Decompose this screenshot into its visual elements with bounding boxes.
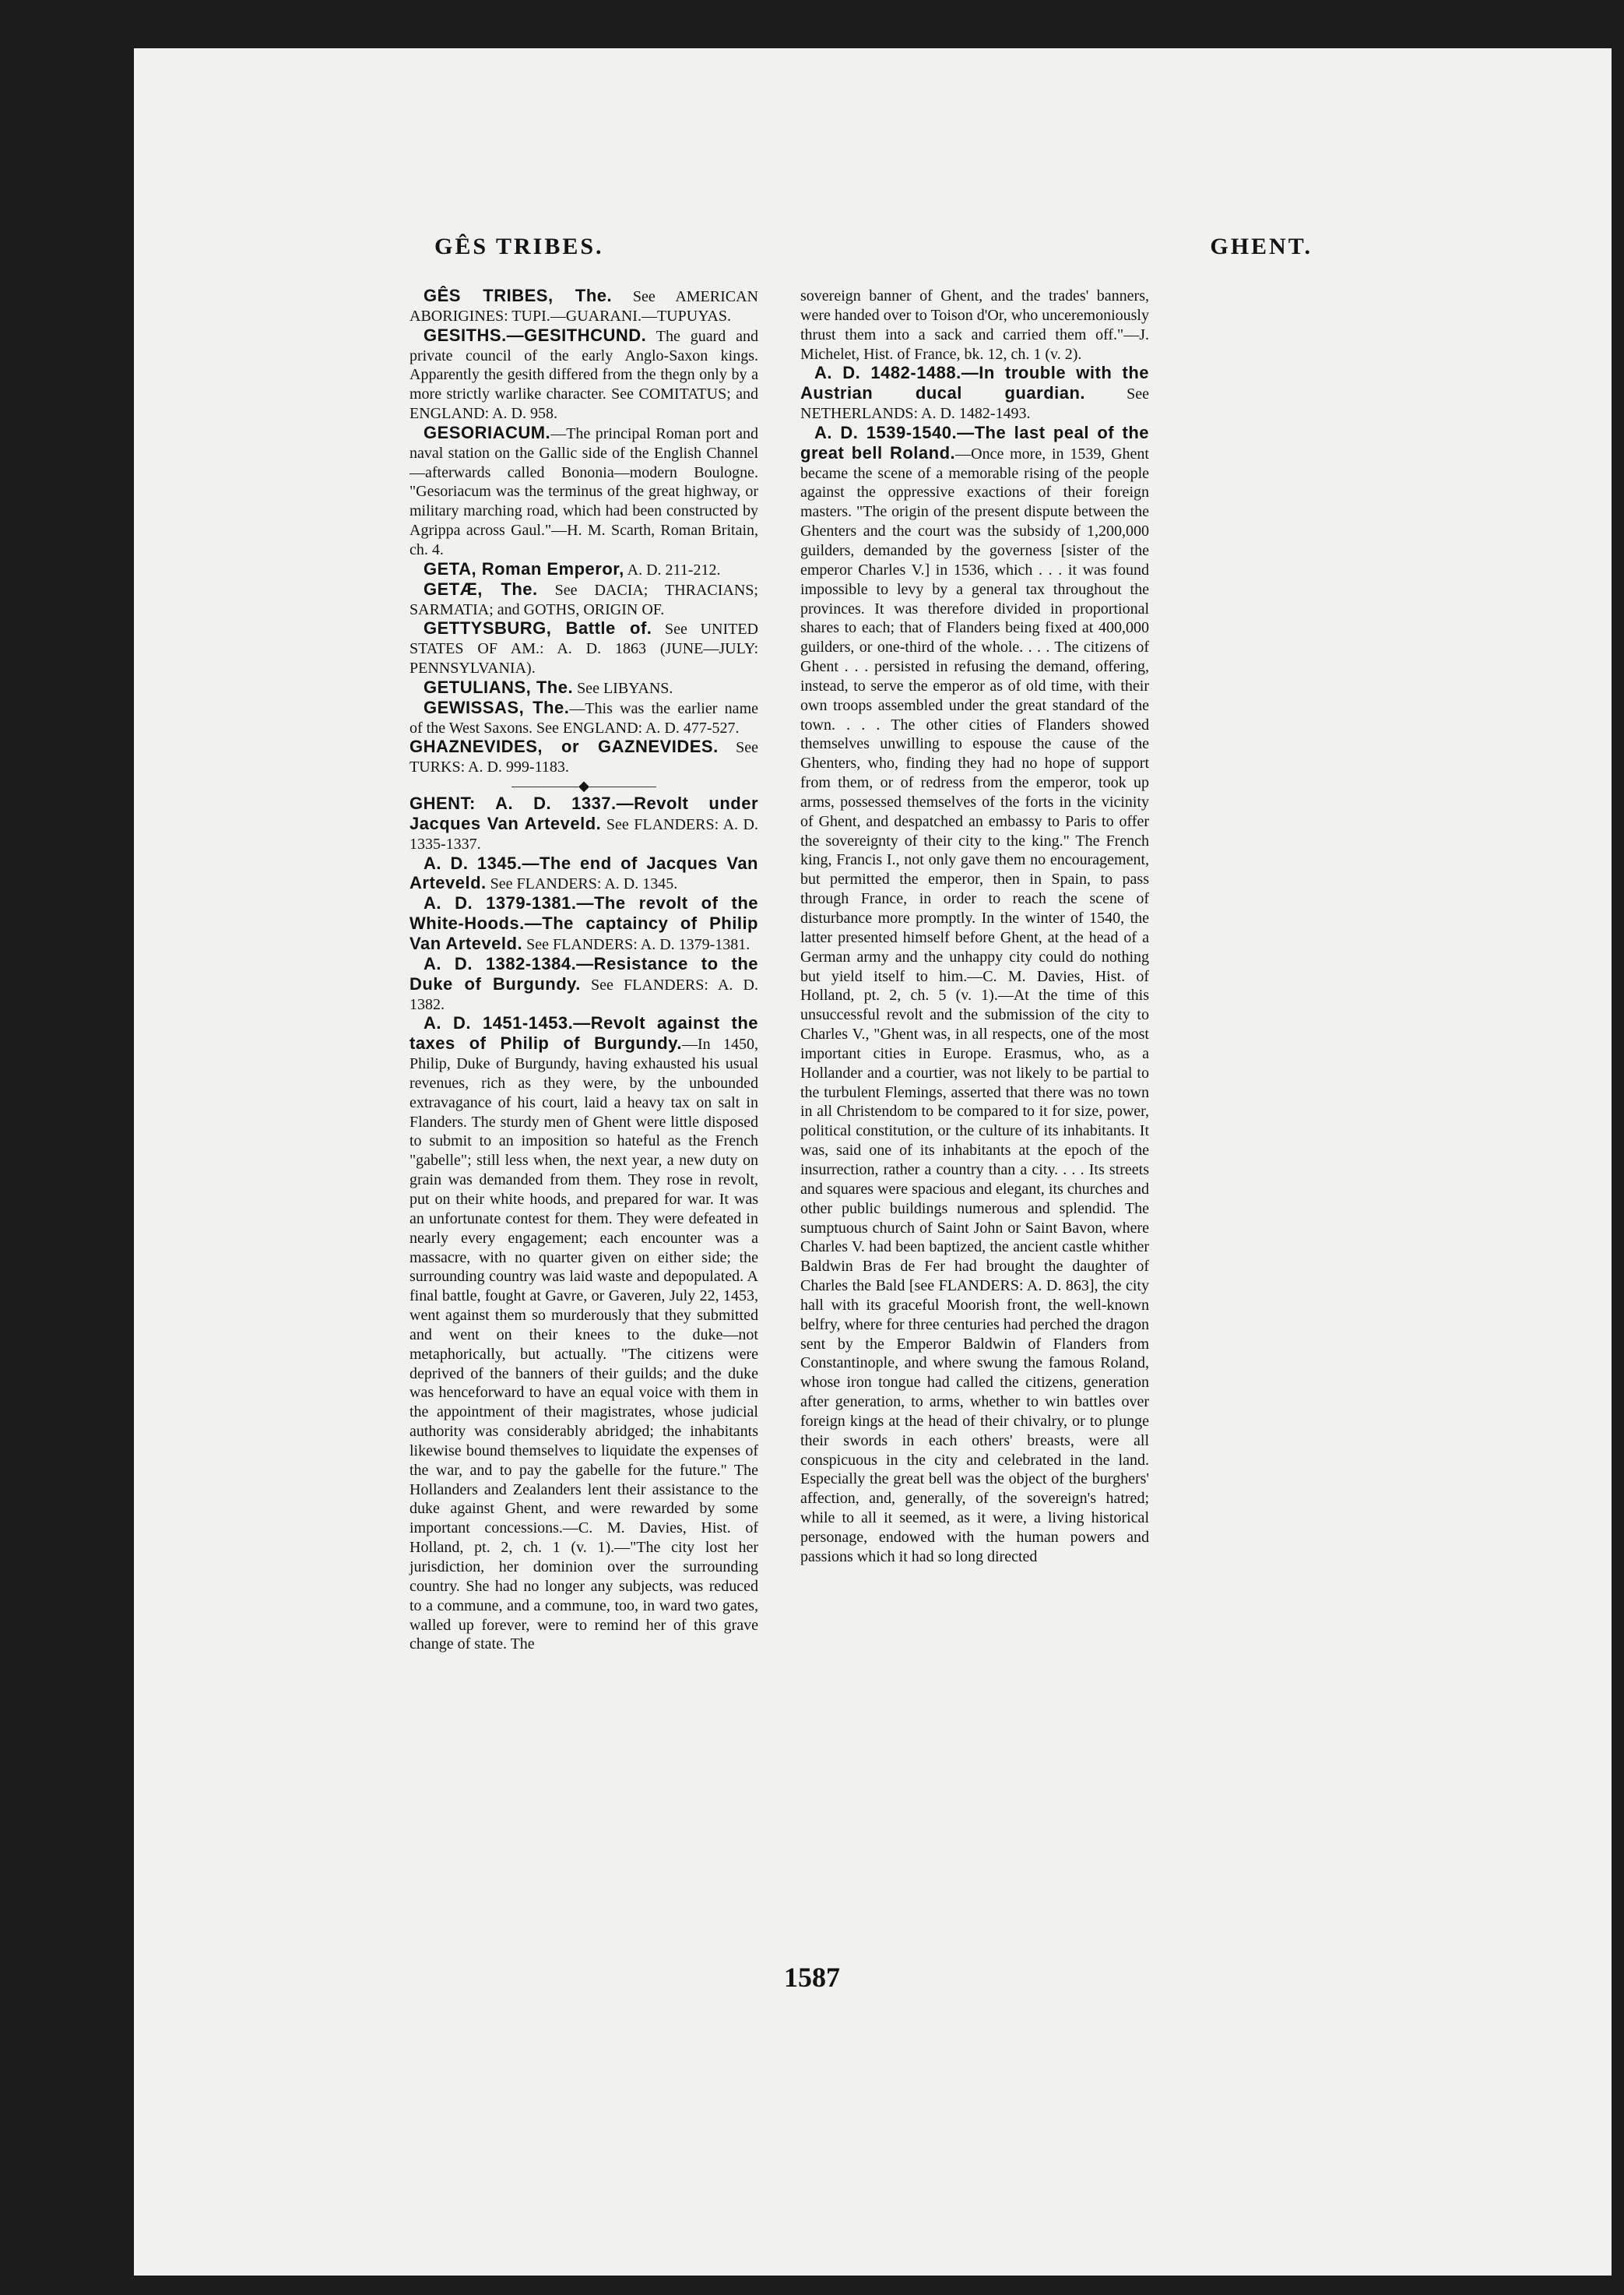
entry-paragraph <box>410 854 758 895</box>
entry-text: See DACIA; THRACIANS; SARMATIA; and GOTHS, ORIGIN OF. <box>410 581 758 618</box>
entry-heading: GEWISSAS, The. <box>424 697 570 717</box>
entry-text: —The principal Roman port and naval station on the Gallic side of the English Channel—afterwards called Bononia—modern Boulogne. "Gesoriacum was the terminus of the great highway, or military marching road, which had been constructed by Agrippa across Gaul."—H. M. Scarth, Roman Britain, ch. 4. <box>410 424 758 558</box>
page-number: 1587 <box>784 1962 840 1993</box>
entry-paragraph <box>410 894 758 955</box>
entry-text: See FLANDERS: A. D. 1345. <box>486 875 678 893</box>
entry-heading: GHAZNEVIDES, or GAZNEVIDES. <box>410 737 719 757</box>
entry-heading: GESORIACUM. <box>424 422 551 442</box>
entry-heading: GESITHS.—GESITHCUND. <box>424 325 647 345</box>
entry-paragraph <box>410 955 758 1015</box>
entry-paragraph <box>410 699 758 738</box>
entry-heading: A. D. 1539-1540.—The last peal of the great bell Roland. <box>800 422 1149 463</box>
entry-heading: A. D. 1382-1384.—Resistance to the Duke of Burgundy. <box>410 953 758 994</box>
entry-text: A. D. 211-212. <box>624 561 721 579</box>
header-left: GÊS TRIBES. <box>434 234 604 259</box>
left-column <box>410 287 758 1654</box>
entry-text: See FLANDERS: A. D. 1335-1337. <box>410 815 758 853</box>
entry-text: See UNITED STATES OF AM.: A. D. 1863 (JUNE—JULY: PENNSYLVANIA). <box>410 621 758 678</box>
entry-text: See TURKS: A. D. 999-1183. <box>410 739 758 776</box>
entry-paragraph <box>410 560 758 580</box>
entry-paragraph <box>410 737 758 777</box>
entry-text: See NETHERLANDS: A. D. 1482-1493. <box>800 385 1149 423</box>
entry-paragraph <box>800 287 1149 364</box>
entry-text: —This was the earlier name of the West Saxons. See ENGLAND: A. D. 477-527. <box>410 699 758 737</box>
entry-heading: GETA, Roman Emperor, <box>424 558 624 579</box>
entry-heading: GETÆ, The. <box>424 579 538 599</box>
entry-text: See AMERICAN ABORIGINES: TUPI.—GUARANI.—TUPUYAS. <box>410 288 758 325</box>
entry-text: See FLANDERS: A. D. 1382. <box>410 976 758 1013</box>
entry-heading: GHENT: A. D. 1337.—Revolt under Jacques Van Arteveld. <box>410 794 758 833</box>
entry-text: —In 1450, Philip, Duke of Burgundy, having exhausted his usual revenues, rich as they were, by the unbounded extravagance of his court, laid a heavy tax on salt in Flanders. The sturdy men of Ghent were little disposed to submit to an imposition so hateful as the French "gabelle"; still less when, the next year, a new duty on grain was demanded from them. They rose in revolt, put on their white hoods, and prepared for war. It was an unfortunate contest for them. They were defeated in nearly every engagement; each encounter was a massacre, with no quarter given on either side; the surrounding country was laid waste and depopulated. A final battle, fought at Gavre, or Gaveren, July 22, 1453, went against them so murderously that they submitted and went on their knees to the duke—not metaphorically, but actually. "The citizens were deprived of the banners of their guilds; and the duke was henceforward to have an equal voice with them in the appointment of their magistrates, whose judicial authority was considerably abridged; the inhabitants likewise bound themselves to liquidate the expenses of the war, and to pay the gabelle for the future." The Hollanders and Zealanders lent their assistance to the duke against Ghent, and were rewarded by some important concessions.—C. M. Davies, Hist. of Holland, pt. 2, ch. 1 (v. 1).—"The city lost her jurisdiction, her dominion over the surrounding country. She had no longer any subjects, was reduced to a commune, and a commune, too, in ward two gates, walled up forever, were to remind her of this grave change of state. The <box>410 1036 758 1653</box>
header-right: GHENT. <box>1210 234 1313 259</box>
entry-paragraph <box>410 678 758 699</box>
entry-paragraph <box>410 1014 758 1654</box>
right-column <box>800 287 1149 1567</box>
entry-text: sovereign banner of Ghent, and the trades' banners, were handed over to Toison d'Or, who unceremoniously thrust them into a sack and carried them off."—J. Michelet, Hist. of France, bk. 12, ch. 1 (v. 2). <box>800 287 1149 363</box>
entry-text: The guard and private council of the early Anglo-Saxon kings. Apparently the gesith differed from the thegn only by a more strictly warlike character. See COMITATUS; and ENGLAND: A. D. 958. <box>410 327 758 423</box>
entry-paragraph <box>800 424 1149 1567</box>
running-header <box>434 234 1313 262</box>
entry-paragraph <box>410 424 758 560</box>
entry-paragraph <box>410 326 758 424</box>
entry-paragraph <box>410 794 758 854</box>
entry-heading: GETTYSBURG, Battle of. <box>424 618 652 639</box>
entry-heading: A. D. 1451-1453.—Revolt against the taxes of Philip of Burgundy. <box>410 1013 758 1054</box>
entry-heading: A. D. 1345.—The end of Jacques Van Arteveld. <box>410 853 758 893</box>
entry-text: See LIBYANS. <box>573 679 673 697</box>
entry-text: See FLANDERS: A. D. 1379-1381. <box>522 936 750 953</box>
entry-heading: A. D. 1379-1381.—The revolt of the White-Hoods.—The captaincy of Philip Van Arteveld. <box>410 893 758 953</box>
entry-paragraph <box>800 364 1149 424</box>
entry-heading: A. D. 1482-1488.—In trouble with the Austrian ducal guardian. <box>800 363 1149 403</box>
entry-heading: GETULIANS, The. <box>424 677 574 697</box>
entry-paragraph <box>410 287 758 326</box>
section-divider: ◆ <box>410 780 758 791</box>
entry-paragraph <box>410 580 758 620</box>
entry-text: —Once more, in 1539, Ghent became the scene of a memorable rising of the people against the oppressive exactions of their foreign masters. "The origin of the present dispute between the Ghenters and the court was the subsidy of 1,200,000 guilders, demanded by the governess [sister of the emperor Charles V.] in 1536, which . . . it was found impossible to levy by a general tax throughout the provinces. It was therefore divided in proportional shares to each; that of Flanders being fixed at 400,000 guilders, or one-third of the whole. . . . The citizens of Ghent . . . persisted in refusing the demand, offering, instead, to serve the emperor as of old time, with their own troops assembled under the great standard of the town. . . . The other cities of Flanders showed themselves unwilling to espouse the cause of the Ghenters, who, finding they had no hope of support from them, or of redress from the emperor, took up arms, possessed themselves of the forts in the vicinity of Ghent, and despatched an embassy to Paris to offer the sovereignty of their city to the king." The French king, Francis I., not only gave them no encouragement, but permitted the emperor, then in Spain, to pass through France, in order to reach the scene of disturbance more promptly. In the winter of 1540, the latter presented himself before Ghent, at the head of a German army and the unhappy city could do nothing but yield itself to him.—C. M. Davies, Hist. of Holland, pt. 2, ch. 5 (v. 1).—At the time of this unsuccessful revolt and the submission of the city to Charles V., "Ghent was, in all respects, one of the most important cities in Europe. Erasmus, who, as a Hollander and a courtier, was not likely to be partial to the turbulent Flemings, asserted that there was no town in all Christendom to be compared to it for size, power, political constitution, or the culture of its inhabitants. It was, said one of its inhabitants at the epoch of the insurrection, rather a country than a city. . . . Its streets and squares were spacious and elegant, its churches and other public buildings numerous and splendid. The sumptuous church of Saint John or Saint Bavon, where Charles V. had been baptized, the ancient castle whither Baldwin Bras de Fer had brought the daughter of Charles the Bald [see FLANDERS: A. D. 863], the city hall with its graceful Moorish front, the well-known belfry, where for three centuries had perched the dragon sent by the Emperor Baldwin of Flanders from Constantinople, and where swung the famous Roland, whose iron tongue had called the citizens, generation after generation, to arms, whether to win battles over foreign kings at the head of their chivalry, or to plunge their swords in each others' breasts, were all conspicuous in the city and celebrated in the land. Especially the great bell was the object of the burghers' affection, and, generally, of the sovereign's hatred; while to all it seemed, as it were, a living historical personage, endowed with the human powers and passions which it had so long directed <box>800 445 1149 1565</box>
entry-paragraph <box>410 619 758 678</box>
entry-heading: GÊS TRIBES, The. <box>424 286 613 305</box>
